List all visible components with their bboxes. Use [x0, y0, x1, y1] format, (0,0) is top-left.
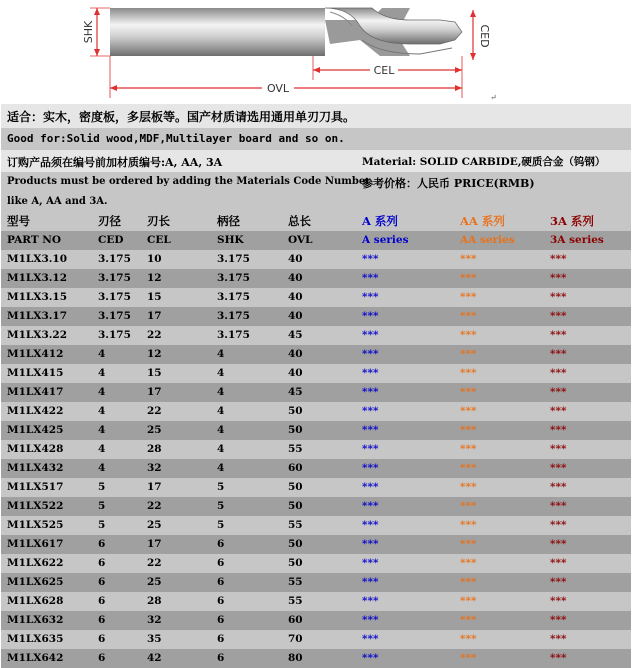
price-cell: *** — [460, 481, 477, 493]
dimension-cell: 4 — [217, 367, 225, 379]
ced-label: CED — [478, 24, 491, 48]
dimension-cell: 55 — [288, 519, 303, 531]
part-number-cell: M1LX635 — [7, 633, 64, 645]
price-cell: *** — [460, 310, 477, 322]
price-cell: *** — [460, 443, 477, 455]
shank-body — [110, 8, 325, 56]
col-header-en: CEL — [147, 234, 171, 246]
col-header-en-3a: 3A series — [550, 234, 604, 246]
dimension-cell: 3.175 — [217, 310, 250, 322]
price-cell: *** — [362, 310, 379, 322]
dimension-cell: 50 — [288, 405, 303, 417]
table-row — [1, 364, 631, 383]
dimension-cell: 3.175 — [217, 253, 250, 265]
price-cell: *** — [362, 519, 379, 531]
dimension-cell: 3.175 — [217, 272, 250, 284]
part-number-cell: M1LX632 — [7, 614, 64, 626]
table-row — [1, 345, 631, 364]
dimension-cell: 5 — [98, 519, 106, 531]
dimension-cell: 3.175 — [217, 329, 250, 341]
table-row — [1, 326, 631, 345]
price-cell: *** — [362, 272, 379, 284]
dimension-cell: 6 — [217, 633, 225, 645]
spec-table — [1, 104, 631, 668]
dimension-cell: 6 — [98, 614, 106, 626]
dimension-cell: 6 — [98, 538, 106, 550]
paragraph-mark: ↵ — [490, 93, 497, 102]
col-header-cn: 刃径 — [98, 214, 121, 228]
dimension-cell: 15 — [147, 367, 162, 379]
dimension-cell: 4 — [217, 424, 225, 436]
note-row-5 — [1, 194, 631, 212]
price-cell: *** — [550, 557, 567, 569]
dimension-cell: 4 — [98, 424, 106, 436]
price-cell: *** — [550, 595, 567, 607]
table-row — [1, 516, 631, 535]
col-header-en: CED — [98, 234, 124, 246]
part-number-cell: M1LX628 — [7, 595, 64, 607]
dimension-cell: 10 — [147, 253, 162, 265]
price-cell: *** — [362, 576, 379, 588]
part-number-cell: M1LX617 — [7, 538, 64, 550]
price-cell: *** — [550, 652, 567, 664]
dimension-cell: 50 — [288, 424, 303, 436]
note-row-1 — [1, 104, 631, 128]
material-note: Material: SOLID CARBIDE,硬质合金（钨钢） — [362, 156, 606, 168]
shk-label: SHK — [82, 20, 95, 44]
table-row — [1, 269, 631, 288]
dimension-cell: 4 — [217, 405, 225, 417]
dimension-cell: 4 — [217, 443, 225, 455]
price-note: 参考价格：人民币 PRICE(RMB) — [362, 177, 535, 190]
dimension-cell: 6 — [217, 614, 225, 626]
dimension-cell: 55 — [288, 443, 303, 455]
dimension-cell: 6 — [98, 576, 106, 588]
dimension-cell: 4 — [98, 367, 106, 379]
price-cell: *** — [550, 462, 567, 474]
dimension-cell: 4 — [98, 462, 106, 474]
price-cell: *** — [550, 272, 567, 284]
price-cell: *** — [460, 595, 477, 607]
dimension-cell: 5 — [98, 481, 106, 493]
dimension-cell: 3.175 — [98, 310, 131, 322]
price-cell: *** — [460, 614, 477, 626]
table-row — [1, 573, 631, 592]
table-row — [1, 307, 631, 326]
dimension-cell: 28 — [147, 443, 162, 455]
order-note-en: Products must be ordered by adding the Materials Code Number — [7, 176, 371, 187]
cel-label: CEL — [373, 64, 395, 77]
price-cell: *** — [550, 291, 567, 303]
price-cell: *** — [362, 348, 379, 360]
dimension-cell: 6 — [217, 652, 225, 664]
table-row — [1, 288, 631, 307]
part-number-cell: M1LX428 — [7, 443, 64, 455]
price-cell: *** — [362, 538, 379, 550]
dimension-cell: 6 — [217, 538, 225, 550]
dimension-cell: 4 — [98, 405, 106, 417]
price-cell: *** — [460, 253, 477, 265]
part-number-cell: M1LX3.10 — [7, 253, 68, 265]
usage-note-en: Good for:Solid wood,MDF,Multilayer board and so on. — [7, 132, 345, 145]
price-cell: *** — [460, 633, 477, 645]
dimension-cell: 22 — [147, 500, 162, 512]
part-number-cell: M1LX417 — [7, 386, 64, 398]
price-cell: *** — [460, 576, 477, 588]
dimension-cell: 25 — [147, 519, 162, 531]
dimension-cell: 4 — [98, 348, 106, 360]
part-number-cell: M1LX622 — [7, 557, 64, 569]
part-number-cell: M1LX415 — [7, 367, 64, 379]
dimension-cell: 40 — [288, 291, 303, 303]
dimension-cell: 17 — [147, 538, 162, 550]
price-cell: *** — [362, 595, 379, 607]
price-cell: *** — [550, 443, 567, 455]
dimension-cell: 45 — [288, 329, 303, 341]
dimension-cell: 28 — [147, 595, 162, 607]
table-row — [1, 459, 631, 478]
price-cell: *** — [550, 253, 567, 265]
dimension-cell: 3.175 — [217, 291, 250, 303]
price-cell: *** — [460, 386, 477, 398]
price-cell: *** — [550, 576, 567, 588]
dimension-cell: 32 — [147, 462, 162, 474]
dimension-cell: 5 — [217, 481, 225, 493]
col-header-en-aa: AA series — [460, 234, 515, 246]
price-cell: *** — [460, 329, 477, 341]
price-cell: *** — [550, 310, 567, 322]
part-number-cell: M1LX3.12 — [7, 272, 68, 284]
price-cell: *** — [460, 519, 477, 531]
price-cell: *** — [550, 538, 567, 550]
part-number-cell: M1LX3.15 — [7, 291, 68, 303]
table-row — [1, 611, 631, 630]
header-row-en — [1, 231, 631, 250]
table-row — [1, 402, 631, 421]
usage-note-cn: 适合：实木，密度板，多层板等。国产材质请选用通用单刃刀具。 — [7, 110, 356, 124]
dimension-cell: 45 — [288, 386, 303, 398]
price-cell: *** — [362, 481, 379, 493]
col-header-en: PART NO — [7, 234, 62, 246]
dimension-cell: 55 — [288, 576, 303, 588]
price-cell: *** — [460, 462, 477, 474]
col-header-en: OVL — [288, 234, 313, 246]
part-number-cell: M1LX3.17 — [7, 310, 68, 322]
col-header-en-a: A series — [362, 234, 409, 246]
col-header-en: SHK — [217, 234, 244, 246]
end-mill-drawing — [0, 0, 633, 104]
note-row-3 — [1, 150, 631, 172]
dimension-cell: 42 — [147, 652, 162, 664]
price-cell: *** — [460, 500, 477, 512]
table-row — [1, 630, 631, 649]
dimension-cell: 50 — [288, 481, 303, 493]
price-cell: *** — [550, 386, 567, 398]
table-row — [1, 250, 631, 269]
dimension-cell: 22 — [147, 405, 162, 417]
dimension-cell: 32 — [147, 614, 162, 626]
part-number-cell: M1LX425 — [7, 424, 64, 436]
table-row — [1, 440, 631, 459]
price-cell: *** — [550, 633, 567, 645]
dimension-cell: 15 — [147, 291, 162, 303]
price-cell: *** — [460, 291, 477, 303]
price-cell: *** — [362, 291, 379, 303]
part-number-cell: M1LX525 — [7, 519, 64, 531]
dimension-cell: 55 — [288, 595, 303, 607]
price-cell: *** — [362, 367, 379, 379]
dimension-cell: 3.175 — [98, 272, 131, 284]
price-cell: *** — [550, 329, 567, 341]
dimension-cell: 6 — [98, 595, 106, 607]
dimension-cell: 22 — [147, 329, 162, 341]
table-row — [1, 478, 631, 497]
price-cell: *** — [550, 405, 567, 417]
price-cell: *** — [362, 652, 379, 664]
dimension-cell: 6 — [98, 557, 106, 569]
price-cell: *** — [362, 424, 379, 436]
price-cell: *** — [460, 405, 477, 417]
dimension-cell: 4 — [98, 386, 106, 398]
price-cell: *** — [362, 329, 379, 341]
part-number-cell: M1LX642 — [7, 652, 64, 664]
dimension-cell: 40 — [288, 272, 303, 284]
table-row — [1, 592, 631, 611]
header-row-cn — [1, 212, 631, 231]
dimension-cell: 50 — [288, 500, 303, 512]
dimension-cell: 3.175 — [98, 291, 131, 303]
dimension-cell: 60 — [288, 614, 303, 626]
col-header-cn-aa: AA 系列 — [460, 214, 505, 228]
dimension-cell: 5 — [217, 500, 225, 512]
price-cell: *** — [362, 462, 379, 474]
dimension-cell: 5 — [217, 519, 225, 531]
dimension-cell: 70 — [288, 633, 303, 645]
ovl-label: OVL — [266, 82, 290, 95]
dimension-cell: 3.175 — [98, 253, 131, 265]
dimension-cell: 4 — [217, 386, 225, 398]
price-cell: *** — [362, 386, 379, 398]
col-header-cn: 柄径 — [217, 214, 240, 228]
price-cell: *** — [550, 348, 567, 360]
price-cell: *** — [550, 500, 567, 512]
price-cell: *** — [460, 367, 477, 379]
dimension-cell: 17 — [147, 310, 162, 322]
price-cell: *** — [550, 614, 567, 626]
table-row — [1, 649, 631, 668]
dimension-cell: 50 — [288, 557, 303, 569]
price-cell: *** — [362, 405, 379, 417]
dimension-cell: 40 — [288, 253, 303, 265]
part-number-cell: M1LX517 — [7, 481, 64, 493]
table-row — [1, 535, 631, 554]
dimension-cell: 4 — [217, 348, 225, 360]
price-cell: *** — [550, 519, 567, 531]
col-header-cn-a: A 系列 — [362, 214, 398, 228]
dimension-cell: 50 — [288, 538, 303, 550]
note-row-2 — [1, 128, 631, 150]
price-cell: *** — [460, 272, 477, 284]
part-number-cell: M1LX422 — [7, 405, 64, 417]
dimension-cell: 6 — [98, 652, 106, 664]
price-cell: *** — [362, 500, 379, 512]
part-number-cell: M1LX3.22 — [7, 329, 68, 341]
part-number-cell: M1LX522 — [7, 500, 64, 512]
dimension-cell: 17 — [147, 386, 162, 398]
col-header-cn: 型号 — [7, 214, 30, 228]
price-cell: *** — [362, 633, 379, 645]
dimension-cell: 35 — [147, 633, 162, 645]
dimension-cell: 12 — [147, 272, 162, 284]
order-note-cn: 订购产品须在编号前加材质编号:A, AA, 3A — [7, 156, 223, 169]
col-header-cn: 刃长 — [147, 214, 170, 228]
dimension-cell: 60 — [288, 462, 303, 474]
dimension-cell: 25 — [147, 424, 162, 436]
dimension-cell: 6 — [98, 633, 106, 645]
dimension-cell: 22 — [147, 557, 162, 569]
dimension-cell: 6 — [217, 576, 225, 588]
price-cell: *** — [362, 253, 379, 265]
dimension-cell: 25 — [147, 576, 162, 588]
part-number-cell: M1LX625 — [7, 576, 64, 588]
dimension-cell: 4 — [98, 443, 106, 455]
dimension-cell: 5 — [98, 500, 106, 512]
dimension-cell: 6 — [217, 595, 225, 607]
dimension-cell: 40 — [288, 310, 303, 322]
dimension-cell: 40 — [288, 367, 303, 379]
table-row — [1, 421, 631, 440]
table-row — [1, 497, 631, 516]
price-cell: *** — [550, 424, 567, 436]
part-number-cell: M1LX432 — [7, 462, 64, 474]
dimension-cell: 40 — [288, 348, 303, 360]
dimension-cell: 17 — [147, 481, 162, 493]
price-cell: *** — [362, 443, 379, 455]
price-cell: *** — [550, 367, 567, 379]
table-row — [1, 383, 631, 402]
price-cell: *** — [550, 481, 567, 493]
price-cell: *** — [460, 348, 477, 360]
dimension-cell: 12 — [147, 348, 162, 360]
col-header-cn: 总长 — [288, 214, 311, 228]
note-row-4 — [1, 172, 631, 194]
dimension-cell: 80 — [288, 652, 303, 664]
dimension-cell: 4 — [217, 462, 225, 474]
order-note-en-2: like A, AA and 3A. — [7, 196, 108, 207]
price-cell: *** — [460, 652, 477, 664]
dimension-cell: 3.175 — [98, 329, 131, 341]
price-cell: *** — [460, 557, 477, 569]
dimension-cell: 6 — [217, 557, 225, 569]
price-cell: *** — [362, 614, 379, 626]
price-cell: *** — [460, 538, 477, 550]
price-cell: *** — [362, 557, 379, 569]
price-cell: *** — [460, 424, 477, 436]
tool-diagram — [0, 0, 633, 104]
part-number-cell: M1LX412 — [7, 348, 64, 360]
col-header-cn-3a: 3A 系列 — [550, 214, 594, 228]
table-row — [1, 554, 631, 573]
